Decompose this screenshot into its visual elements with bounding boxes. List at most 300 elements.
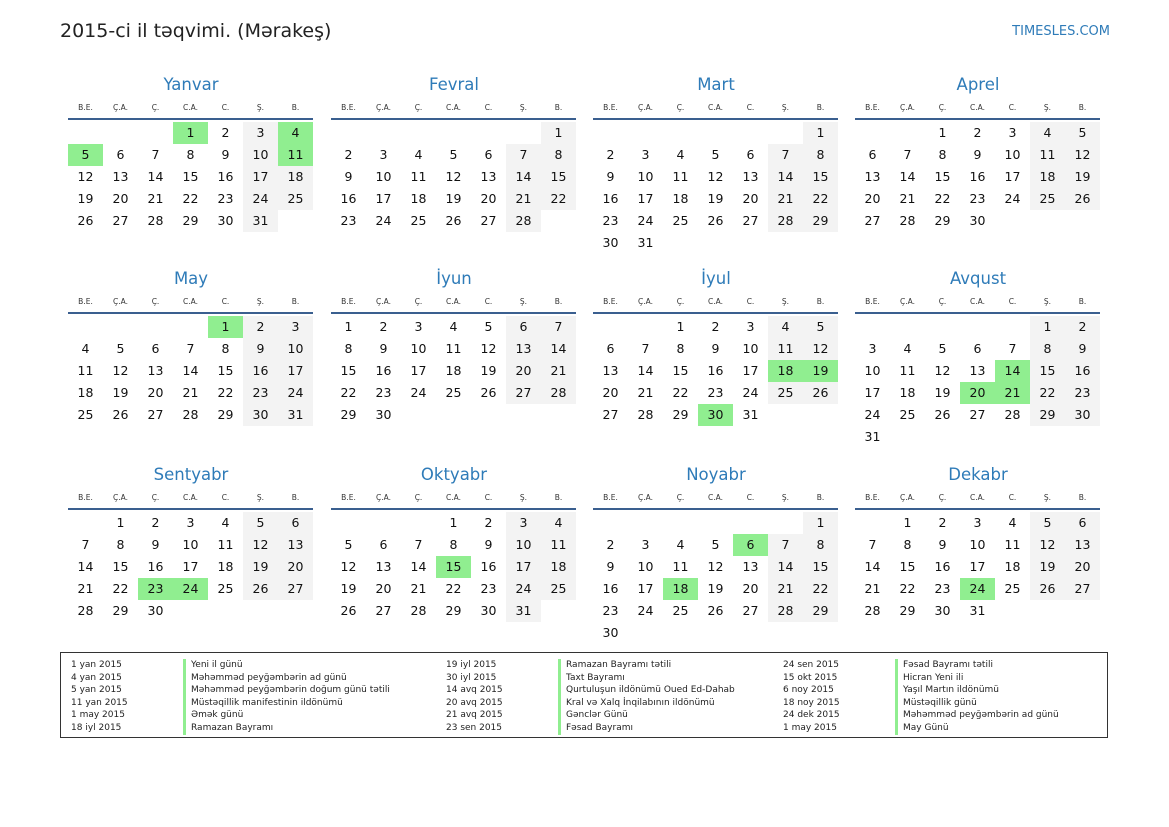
weekday-label: Ç. [676,493,685,502]
day-cell: 17 [1004,169,1021,184]
day-cell: 1 [449,515,458,530]
day-cell: 13 [742,559,759,574]
weekday-label: Ş. [781,103,790,112]
day-cell: 7 [1008,341,1017,356]
weekday-label: Ç.A. [375,297,391,306]
day-cell: 19 [707,191,724,206]
day-cell: 1 [938,125,947,140]
day-cell: 2 [606,537,615,552]
day-cell: 13 [506,338,541,360]
day-cell: 19 [480,363,497,378]
holiday-name: Yaşıl Martın ildönümü [895,684,999,697]
day-cell: 20 [506,360,541,382]
weekday-label: B.E. [341,493,356,502]
day-cell: 21 [77,581,94,596]
day-cell: 6 [484,147,493,162]
day-cell: 9 [1065,338,1100,360]
day-cell: 21 [182,385,199,400]
weekday-header [593,294,839,309]
day-cell: 26 [445,213,462,228]
day-cell: 4 [81,341,90,356]
day-cell: 27 [506,382,541,404]
day-cell: 31 [864,429,881,444]
weekday-label: Ç. [151,493,160,502]
day-cell: 16 [707,363,724,378]
day-cell: 11 [672,169,689,184]
holiday-date: 15 okt 2015 [783,672,838,683]
day-cell: 2 [243,316,278,338]
holiday-day-cell: 11 [278,144,313,166]
day-cell: 25 [1004,581,1021,596]
day-cell: 21 [541,360,576,382]
day-cell: 25 [541,578,576,600]
holiday-day-cell: 24 [173,578,208,600]
weekday-label: B. [816,297,825,306]
day-cell: 11 [1004,537,1021,552]
day-cell: 29 [1030,404,1065,426]
holiday-day-cell: 21 [995,382,1030,404]
day-cell: 17 [506,556,541,578]
day-cell: 18 [445,363,462,378]
day-cell: 7 [81,537,90,552]
day-cell: 22 [217,385,234,400]
day-cell: 26 [480,385,497,400]
day-grid [68,512,314,622]
day-cell: 12 [340,559,357,574]
day-cell: 5 [484,319,493,334]
day-cell: 3 [641,147,650,162]
day-cell: 30 [602,625,619,640]
day-cell: 16 [147,559,164,574]
weekday-label: B.E. [865,493,880,502]
holiday-name: May Günü [895,722,949,735]
day-cell: 11 [445,341,462,356]
day-cell: 7 [768,144,803,166]
month-name: Oktyabr [420,465,488,484]
day-cell: 17 [969,559,986,574]
day-cell: 15 [340,363,357,378]
day-cell: 26 [707,213,724,228]
day-cell: 20 [147,385,164,400]
day-cell: 29 [445,603,462,618]
weekday-label: B. [816,493,825,502]
weekday-label: C.A. [707,103,723,112]
day-cell: 12 [77,169,94,184]
weekday-label: Ş. [1043,103,1052,112]
holiday-name: Məhəmməd peyğəmbərin doğum günü tətili [183,684,390,697]
holiday-row [783,672,1059,685]
day-cell: 11 [768,338,803,360]
day-cell: 6 [151,341,160,356]
day-cell: 21 [864,581,881,596]
day-cell: 28 [899,213,916,228]
holiday-row [783,697,1059,710]
weekday-label: Ç. [414,103,423,112]
day-cell: 16 [602,191,619,206]
day-cell: 12 [480,341,497,356]
weekday-label: B. [554,103,563,112]
day-cell: 11 [410,169,427,184]
empty-cell [401,512,436,534]
empty-cell [68,316,103,338]
day-cell: 3 [506,512,541,534]
month-divider [593,508,838,510]
holiday-day-cell: 18 [768,360,803,382]
holiday-row [71,697,390,710]
day-cell: 29 [182,213,199,228]
day-cell: 25 [77,407,94,422]
brand-link[interactable]: TIMESLES.COM [1012,24,1110,39]
holiday-day-cell: 19 [803,360,838,382]
weekday-label: Ç. [938,103,947,112]
day-cell: 24 [1004,191,1021,206]
day-cell: 1 [676,319,685,334]
day-cell: 10 [637,559,654,574]
day-cell: 9 [151,537,160,552]
day-cell: 20 [278,556,313,578]
holiday-date: 1 yan 2015 [71,660,122,670]
empty-cell [733,122,768,144]
day-cell: 2 [151,515,160,530]
weekday-label: C. [1008,103,1017,112]
weekday-label: Ş. [256,297,265,306]
weekday-label: Ş. [256,103,265,112]
weekday-label: Ç. [938,297,947,306]
day-cell: 2 [221,125,230,140]
day-cell: 22 [445,581,462,596]
day-cell: 17 [410,363,427,378]
day-cell: 20 [602,385,619,400]
holiday-day-cell: 1 [208,316,243,338]
holiday-row [71,659,390,672]
month-name: Avqust [949,269,1007,288]
weekday-label: C. [1008,493,1017,502]
day-cell: 5 [938,341,947,356]
day-cell: 4 [676,537,685,552]
empty-cell [593,316,628,338]
weekday-label: C. [484,493,493,502]
day-cell: 6 [278,512,313,534]
day-cell: 21 [506,188,541,210]
day-cell: 25 [1030,188,1065,210]
day-cell: 18 [899,385,916,400]
day-cell: 8 [116,537,125,552]
day-cell: 18 [672,191,689,206]
day-cell: 29 [340,407,357,422]
holiday-date: 20 avq 2015 [446,697,503,708]
day-cell: 3 [278,316,313,338]
day-cell: 25 [410,213,427,228]
month-name: Fevral [429,75,479,94]
day-cell: 7 [641,341,650,356]
weekday-label: Ç. [151,103,160,112]
holiday-row [71,684,390,697]
day-cell: 19 [707,581,724,596]
day-grid [593,512,839,644]
weekday-label: C.A. [707,297,723,306]
holiday-date: 21 avq 2015 [446,710,503,721]
day-cell: 6 [379,537,388,552]
weekday-label: C. [746,297,755,306]
day-cell: 2 [938,515,947,530]
holiday-name: Məhəmməd peyğəmbərin ad günü [895,709,1059,722]
holiday-row [446,722,735,735]
day-cell: 16 [934,559,951,574]
day-cell: 22 [340,385,357,400]
day-cell: 7 [414,537,423,552]
day-cell: 4 [903,341,912,356]
day-cell: 19 [1065,166,1100,188]
weekday-label: C.A. [445,103,461,112]
weekday-label: C.A. [969,297,985,306]
day-cell: 16 [602,581,619,596]
day-cell: 18 [410,191,427,206]
day-cell: 28 [410,603,427,618]
day-cell: 14 [768,166,803,188]
month-10 [331,460,577,622]
day-cell: 2 [711,319,720,334]
day-cell: 25 [278,188,313,210]
day-cell: 9 [606,169,615,184]
day-cell: 22 [803,188,838,210]
day-cell: 9 [344,169,353,184]
day-cell: 5 [1030,512,1065,534]
weekday-label: Ş. [519,297,528,306]
day-cell: 5 [1065,122,1100,144]
day-cell: 23 [217,191,234,206]
day-cell: 12 [243,534,278,556]
day-cell: 1 [541,122,576,144]
month-name: Noyabr [686,465,746,484]
day-cell: 10 [742,341,759,356]
holiday-name: Yeni il günü [183,659,243,672]
day-cell: 21 [768,188,803,210]
day-cell: 17 [637,191,654,206]
day-cell: 27 [742,213,759,228]
holiday-row [71,709,390,722]
day-cell: 20 [1065,556,1100,578]
day-cell: 27 [602,407,619,422]
day-cell: 24 [375,213,392,228]
weekday-label: B.E. [341,297,356,306]
weekday-label: B. [291,103,300,112]
day-cell: 16 [969,169,986,184]
day-cell: 16 [1065,360,1100,382]
day-cell: 19 [243,556,278,578]
day-cell: 31 [969,603,986,618]
weekday-label: Ç. [414,493,423,502]
day-cell: 12 [803,338,838,360]
weekday-label: C.A. [707,493,723,502]
weekday-label: C. [746,493,755,502]
day-cell: 4 [541,512,576,534]
weekday-header [855,490,1101,505]
day-cell: 30 [243,404,278,426]
day-cell: 3 [1008,125,1017,140]
day-cell: 14 [541,338,576,360]
day-cell: 21 [410,581,427,596]
day-cell: 24 [278,382,313,404]
day-cell: 16 [217,169,234,184]
day-cell: 31 [637,235,654,250]
day-grid [855,122,1101,232]
weekday-label: C. [221,493,230,502]
day-cell: 18 [541,556,576,578]
weekday-label: Ç.A. [899,493,915,502]
weekday-label: Ş. [256,493,265,502]
day-cell: 6 [1065,512,1100,534]
day-cell: 8 [541,144,576,166]
empty-cell [733,512,768,534]
day-cell: 4 [414,147,423,162]
day-cell: 17 [742,363,759,378]
day-cell: 28 [768,600,803,622]
empty-cell [855,316,890,338]
day-cell: 30 [934,603,951,618]
holiday-row [71,672,390,685]
day-cell: 10 [637,169,654,184]
weekday-label: Ç. [676,103,685,112]
day-cell: 25 [672,213,689,228]
empty-cell [698,512,733,534]
day-cell: 3 [414,319,423,334]
holiday-column [783,659,1059,735]
day-cell: 22 [112,581,129,596]
holiday-day-cell: 20 [960,382,995,404]
empty-cell [960,316,995,338]
day-grid [331,512,577,622]
weekday-label: Ş. [1043,297,1052,306]
day-cell: 4 [221,515,230,530]
day-cell: 16 [375,363,392,378]
empty-cell [663,122,698,144]
day-cell: 17 [375,191,392,206]
day-cell: 14 [637,363,654,378]
day-cell: 12 [112,363,129,378]
day-cell: 19 [1030,556,1065,578]
day-cell: 11 [541,534,576,556]
holiday-date: 1 may 2015 [71,710,125,721]
day-cell: 29 [803,210,838,232]
day-cell: 26 [340,603,357,618]
day-cell: 7 [186,341,195,356]
day-cell: 1 [803,512,838,534]
day-cell: 19 [934,385,951,400]
weekday-header [68,100,314,115]
day-cell: 5 [711,537,720,552]
day-cell: 2 [973,125,982,140]
day-cell: 1 [344,319,353,334]
month-divider [593,312,838,314]
day-cell: 13 [969,363,986,378]
day-cell: 10 [375,169,392,184]
day-cell: 27 [375,603,392,618]
day-cell: 22 [182,191,199,206]
day-cell: 16 [243,360,278,382]
empty-cell [471,122,506,144]
month-divider [68,312,313,314]
day-cell: 23 [480,581,497,596]
month-name: Yanvar [163,75,219,94]
day-cell: 26 [1030,578,1065,600]
day-cell: 28 [77,603,94,618]
day-cell: 20 [742,581,759,596]
empty-cell [768,512,803,534]
day-cell: 6 [116,147,125,162]
weekday-label: C.A. [182,493,198,502]
day-cell: 25 [768,382,803,404]
weekday-label: Ç.A. [112,103,128,112]
day-cell: 18 [77,385,94,400]
day-cell: 10 [969,537,986,552]
empty-cell [103,122,138,144]
day-cell: 10 [410,341,427,356]
day-cell: 9 [484,537,493,552]
holiday-name: Qurtuluşun ildönümü Oued Ed-Dahab [558,684,735,697]
day-cell: 15 [899,559,916,574]
month-5 [68,264,314,426]
day-cell: 27 [1065,578,1100,600]
day-cell: 6 [868,147,877,162]
holiday-name: Fəsad Bayramı tətili [895,659,993,672]
day-cell: 12 [934,363,951,378]
weekday-header [593,100,839,115]
day-cell: 9 [379,341,388,356]
holiday-date: 24 sen 2015 [783,660,840,670]
weekday-label: Ç.A. [375,493,391,502]
month-2 [331,70,577,232]
day-cell: 26 [803,382,838,404]
day-cell: 17 [637,581,654,596]
day-cell: 27 [112,213,129,228]
weekday-header [855,294,1101,309]
day-cell: 27 [864,213,881,228]
day-cell: 2 [379,319,388,334]
day-cell: 3 [973,515,982,530]
day-grid [68,122,314,232]
day-cell: 30 [480,603,497,618]
day-cell: 1 [803,122,838,144]
weekday-label: Ç.A. [637,493,653,502]
day-cell: 5 [711,147,720,162]
month-divider [331,312,576,314]
empty-cell [995,316,1030,338]
empty-cell [855,512,890,534]
day-cell: 30 [969,213,986,228]
day-cell: 13 [864,169,881,184]
day-cell: 26 [1065,188,1100,210]
empty-cell [593,122,628,144]
weekday-label: Ç. [676,297,685,306]
day-cell: 22 [803,578,838,600]
month-name: May [173,269,209,288]
day-cell: 17 [182,559,199,574]
holiday-day-cell: 15 [436,556,471,578]
empty-cell [138,316,173,338]
day-cell: 9 [243,338,278,360]
day-cell: 18 [1030,166,1065,188]
day-cell: 28 [864,603,881,618]
day-cell: 11 [1030,144,1065,166]
day-cell: 7 [151,147,160,162]
day-cell: 28 [506,210,541,232]
month-name: Aprel [956,75,1000,94]
day-cell: 31 [506,600,541,622]
holiday-date: 6 noy 2015 [783,685,834,696]
weekday-label: B.E. [78,103,93,112]
holiday-row [783,709,1059,722]
day-cell: 27 [969,407,986,422]
